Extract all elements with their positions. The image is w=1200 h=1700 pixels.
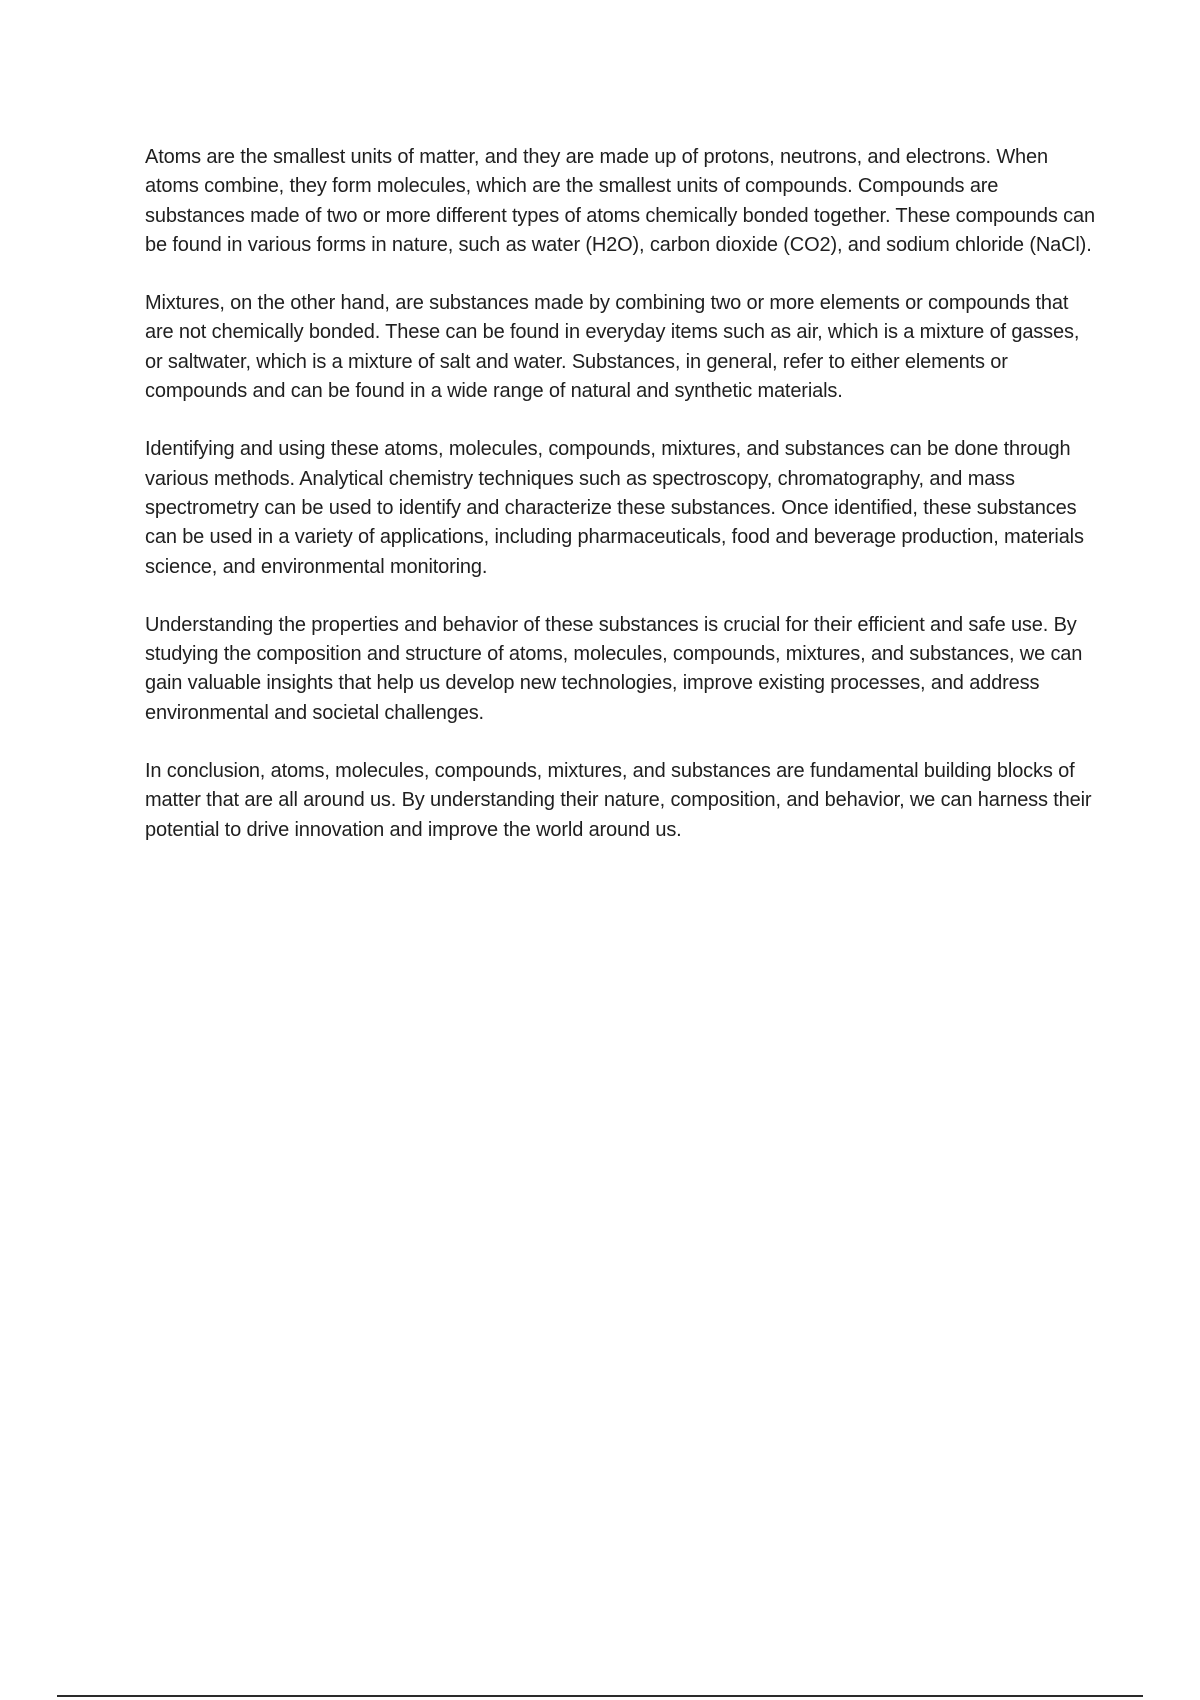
page-bottom-divider	[57, 1695, 1143, 1697]
paragraph-atoms-molecules: Atoms are the smallest units of matter, and they are made up of protons, neutrons, and electrons. When atoms combine, they form molecules, which are the smallest units of compounds. Compounds are substances made of two or more different types of atoms chemically bonded together. These compounds can be found in various forms in nature, such as water (H2O), carbon dioxide (CO2), and sodium chloride (NaCl).	[145, 146, 1095, 256]
paragraph-conclusion: In conclusion, atoms, molecules, compounds, mixtures, and substances are fundamental building blocks of matter that are all around us. By understanding their nature, composition, and behavior, we can harness their potential to drive innovation and improve the world around us.	[145, 760, 1092, 841]
paragraph-mixtures: Mixtures, on the other hand, are substances made by combining two or more elements or compounds that are not chemically bonded. These can be found in everyday items such as air, which is a mixture of gasses, or saltwater, which is a mixture of salt and water. Substances, in general, refer to either elements or compounds and can be found in a wide range of natural and synthetic materials.	[145, 292, 1080, 403]
paragraph-properties-behavior: Understanding the properties and behavior of these substances is crucial for their efficient and safe use. By studying the composition and structure of atoms, molecules, compounds, mixtures, and substances, we can gain valuable insights that help us develop new technologies, improve existing processes, and address environmental and societal challenges.	[145, 613, 1083, 724]
paragraph-identification-methods: Identifying and using these atoms, molecules, compounds, mixtures, and substances can be done through various methods. Analytical chemistry techniques such as spectroscopy, chromatography, and mass spectrometry can be used to identify and characterize these substances. Once identified, these substances can be used in a variety of applications, including pharmaceuticals, food and beverage production, materials science, and environmental monitoring.	[145, 438, 1084, 578]
document-body	[145, 143, 1095, 874]
